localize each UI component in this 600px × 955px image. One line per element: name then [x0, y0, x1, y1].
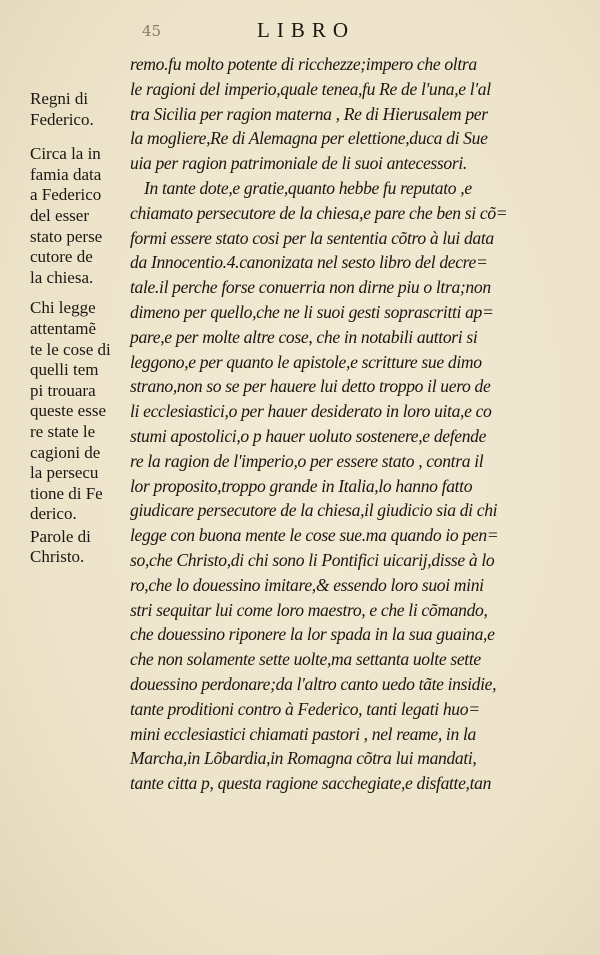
margin-note-line: te le cose di [30, 339, 111, 359]
text-line: le ragioni del imperio,quale tenea,fu Re de l'una,e l'al [130, 78, 491, 99]
running-head-text: LIBRO [257, 18, 355, 42]
text-line: formi essere stato cosi per la sententia cõtro à lui data [130, 227, 494, 248]
text-line: tante citta p, questa ragione sacchegiate,e disfatte,tan [130, 773, 492, 794]
page-number: 45 [142, 22, 162, 40]
text-line: li ecclesiastici,o per hauer desiderato in loro uita,e co [130, 401, 492, 422]
text-line: Marcha,in Lõbardia,in Romagna cõtra lui mandati, [130, 748, 477, 769]
margin-note-line: Regni di [30, 89, 89, 108]
text-line: so,che Christo,di chi sono li Pontifici uicarij,disse à lo [130, 549, 495, 570]
text-line: remo.fu molto potente di ricchezze;impero che oltra [130, 54, 477, 74]
text-line: che douessino riponere la lor spada in la sua guaina,e [130, 624, 495, 645]
show-through-texture [130, 832, 568, 892]
text-line: douessino perdonare;da l'altro canto uedo tãte insidie, [130, 673, 497, 694]
text-line: legge con buona mente le cose sue.ma quando io pen= [130, 525, 499, 546]
margin-note-line: stato perse [30, 226, 103, 246]
margin-note-line: del esser [30, 205, 90, 225]
margin-note-line: la chiesa. [30, 267, 94, 287]
margin-note-line: a Federico [30, 185, 102, 205]
margin-note-line: pi trouara [30, 380, 96, 400]
text-line: tante proditioni contro à Federico, tanti legati huo= [130, 698, 480, 719]
margin-note-line: quelli tem [30, 360, 99, 380]
text-line: uia per ragion patrimoniale de li suoi antecessori. [130, 153, 467, 174]
text-line: da Innocentio.4.canonizata nel sesto libro del decre= [130, 252, 488, 273]
margin-note [30, 527, 128, 568]
text-line: dimeno per quello,che ne li suoi gesti soprascritti ap= [130, 301, 494, 322]
margin-note-line: cagioni de [30, 442, 101, 462]
text-line: stri sequitar lui come loro maestro, e che li cõmando, [130, 599, 488, 620]
margin-note-line: famia data [30, 164, 102, 184]
margin-note-line: la persecu [30, 463, 99, 483]
text-line: mini ecclesiastici chiamati pastori , nel reame, in la [130, 723, 476, 744]
text-line: re la ragion de l'imperio,o per essere stato , contra il [130, 450, 484, 471]
text-line: che non solamente sette uolte,ma settanta uolte sette [130, 649, 481, 670]
text-line: ro,che lo douessino imitare,& essendo loro suoi mini [130, 574, 484, 595]
margin-note-line: Christo. [30, 547, 85, 567]
margin-note-line: Circa la in [30, 144, 101, 164]
text-line: lor proposito,troppo grande in Italia,lo hanno fatto [130, 475, 473, 496]
text-line: stumi apostolici,o p hauer uoluto sostenere,e defende [130, 425, 487, 446]
text-line: chiamato persecutore de la chiesa,e pare che ben si cõ= [130, 202, 508, 223]
text-line: la mogliere,Re di Alemagna per elettione,duca di Sue [130, 128, 488, 149]
main-text-block [130, 52, 568, 796]
margin-note-line: Federico. [30, 109, 94, 129]
text-line: pare,e per molte altre cose, che in notabili auttori si [130, 326, 478, 347]
margin-note-line: cutore de [30, 247, 93, 267]
margin-note [30, 298, 128, 525]
margin-note [30, 144, 128, 288]
text-line: strano,non so se per hauere lui detto troppo il uero de [130, 376, 491, 397]
margin-note-line: tione di Fe [30, 483, 103, 503]
margin-note-line: queste esse [30, 401, 107, 421]
text-line: tale.il perche forse conuerria non dirne piu o ltra;non [130, 277, 491, 298]
margin-note [30, 89, 128, 130]
margin-note-line: Parole di [30, 526, 91, 546]
text-line: giudicare persecutore de la chiesa,il giudicio sia di chi [130, 500, 498, 521]
text-line: leggono,e per quanto le apistole,e scritture sue dimo [130, 351, 482, 372]
margin-note-line: re state le [30, 421, 96, 441]
margin-note-line: attentamẽ [30, 318, 97, 338]
margin-note-line: derico. [30, 504, 77, 524]
paragraph-start-line: In tante dote,e gratie,quanto hebbe fu reputato ,e [144, 177, 472, 198]
margin-notes [30, 79, 128, 578]
margin-note-line: Chi legge [30, 298, 96, 318]
running-head [0, 18, 600, 43]
text-line: tra Sicilia per ragion materna , Re di Hierusalem per [130, 103, 488, 124]
